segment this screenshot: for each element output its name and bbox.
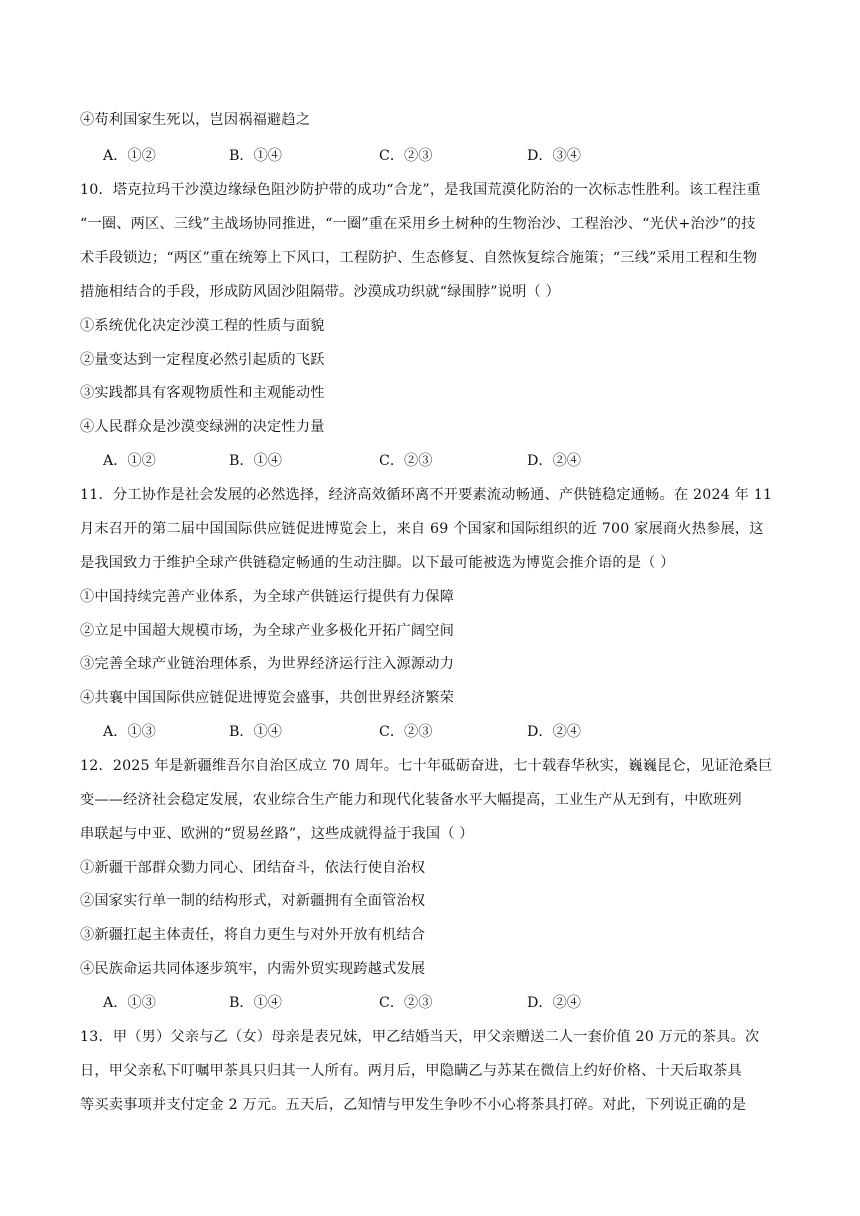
q10-option-c: C．②③ [379, 453, 433, 469]
q10-option-b: B．①④ [229, 453, 282, 469]
q10-stem-line-4: 措施相结合的手段，形成防风固沙阻隔带。沙漠成功织就“绿围脖”说明（ ） [80, 284, 561, 300]
q9-item-4: ④苟利国家生死以，岂因祸福避趋之 [80, 112, 311, 128]
q13-stem-line-1: 13．甲（男）父亲与乙（女）母亲是表兄妹，甲乙结婚当天，甲父亲赠送二人一套价值 20 万元的茶具。次 [80, 1029, 760, 1045]
q12-option-b: B．①④ [229, 995, 282, 1011]
q13-stem-line-3: 等买卖事项并支付定金 2 万元。五天后，乙知情与甲发生争吵不小心将茶具打碎。对此，下列说正确的是 [80, 1097, 747, 1113]
q10-options [103, 451, 783, 471]
q10-item-1: ①系统优化决定沙漠工程的性质与面貌 [80, 318, 325, 334]
q11-option-b: B．①④ [229, 724, 282, 740]
q10-item-2: ②量变达到一定程度必然引起质的飞跃 [80, 352, 325, 368]
q12-option-c: C．②③ [379, 995, 433, 1011]
q12-stem-line-1: 12．2025 年是新疆维吾尔自治区成立 70 周年。七十年砥砺奋进，七十载春华秋实，巍巍昆仑，见证沧桑巨 [80, 758, 773, 774]
q12-item-2: ②国家实行单一制的结构形式，对新疆拥有全面管治权 [80, 893, 426, 909]
q10-option-d: D．②④ [527, 453, 581, 469]
q9-option-c: C．②③ [379, 148, 433, 164]
q9-option-a: A．①② [103, 148, 156, 164]
q9-option-b: B．①④ [229, 148, 282, 164]
q10-stem-line-1: 10．塔克拉玛干沙漠边缘绿色阻沙防护带的成功“合龙”，是我国荒漠化防治的一次标志性胜利。该工程注重 [80, 182, 761, 198]
q10-stem-line-3: 术手段锁边；“两区”重在统筹上下风口，工程防护、生态修复、自然恢复综合施策；“三线”采用工程和生物 [80, 250, 758, 266]
q10-stem-line-2: “一圈、两区、三线”主战场协同推进，“一圈”重在采用乡土树种的生物治沙、工程治沙、“光伏+治沙”的技 [80, 216, 756, 232]
q11-options [103, 722, 783, 742]
q12-item-1: ①新疆干部群众勠力同心、团结奋斗，依法行使自治权 [80, 860, 426, 876]
q12-stem-line-3: 串联起与中亚、欧洲的“贸易丝路”，这些成就得益于我国（ ） [80, 826, 474, 842]
q11-item-2: ②立足中国超大规模市场，为全球产业多极化开拓广阔空间 [80, 623, 455, 639]
q11-stem-line-3: 是我国致力于维护全球产供链稳定畅通的生动注脚。以下最可能被选为博览会推介语的是（ ） [80, 555, 675, 571]
q11-item-1: ①中国持续完善产业体系，为全球产供链运行提供有力保障 [80, 589, 455, 605]
q12-options [103, 993, 783, 1013]
q12-option-d: D．②④ [527, 995, 581, 1011]
q13-stem-line-2: 日，甲父亲私下叮嘱甲茶具只归其一人所有。两月后，甲隐瞒乙与苏某在微信上约好价格、十天后取茶具 [80, 1063, 742, 1079]
q11-option-c: C．②③ [379, 724, 433, 740]
q10-option-a: A．①② [103, 453, 156, 469]
q11-option-a: A．①③ [103, 724, 156, 740]
q11-item-3: ③完善全球产业链治理体系，为世界经济运行注入源源动力 [80, 656, 455, 672]
q9-options [103, 146, 783, 166]
q12-item-4: ④民族命运共同体逐步筑牢，内需外贸实现跨越式发展 [80, 961, 426, 977]
q11-option-d: D．②④ [527, 724, 581, 740]
q12-stem-line-2: 变——经济社会稳定发展，农业综合生产能力和现代化装备水平大幅提高，工业生产从无到有，中欧班列 [80, 792, 742, 808]
q11-stem-line-2: 月末召开的第二届中国国际供应链促进博览会上，来自 69 个国家和国际组织的近 700 家展商火热参展，这 [80, 521, 764, 537]
q11-stem-line-1: 11．分工协作是社会发展的必然选择，经济高效循环离不开要素流动畅通、产供链稳定通畅。在 2024 年 11 [80, 487, 773, 503]
q11-item-4: ④共襄中国国际供应链促进博览会盛事，共创世界经济繁荣 [80, 690, 455, 706]
q12-item-3: ③新疆扛起主体责任，将自力更生与对外开放有机结合 [80, 927, 426, 943]
q12-option-a: A．①③ [103, 995, 156, 1011]
q10-item-4: ④人民群众是沙漠变绿洲的决定性力量 [80, 419, 325, 435]
q10-item-3: ③实践都具有客观物质性和主观能动性 [80, 385, 325, 401]
q9-option-d: D．③④ [527, 148, 581, 164]
